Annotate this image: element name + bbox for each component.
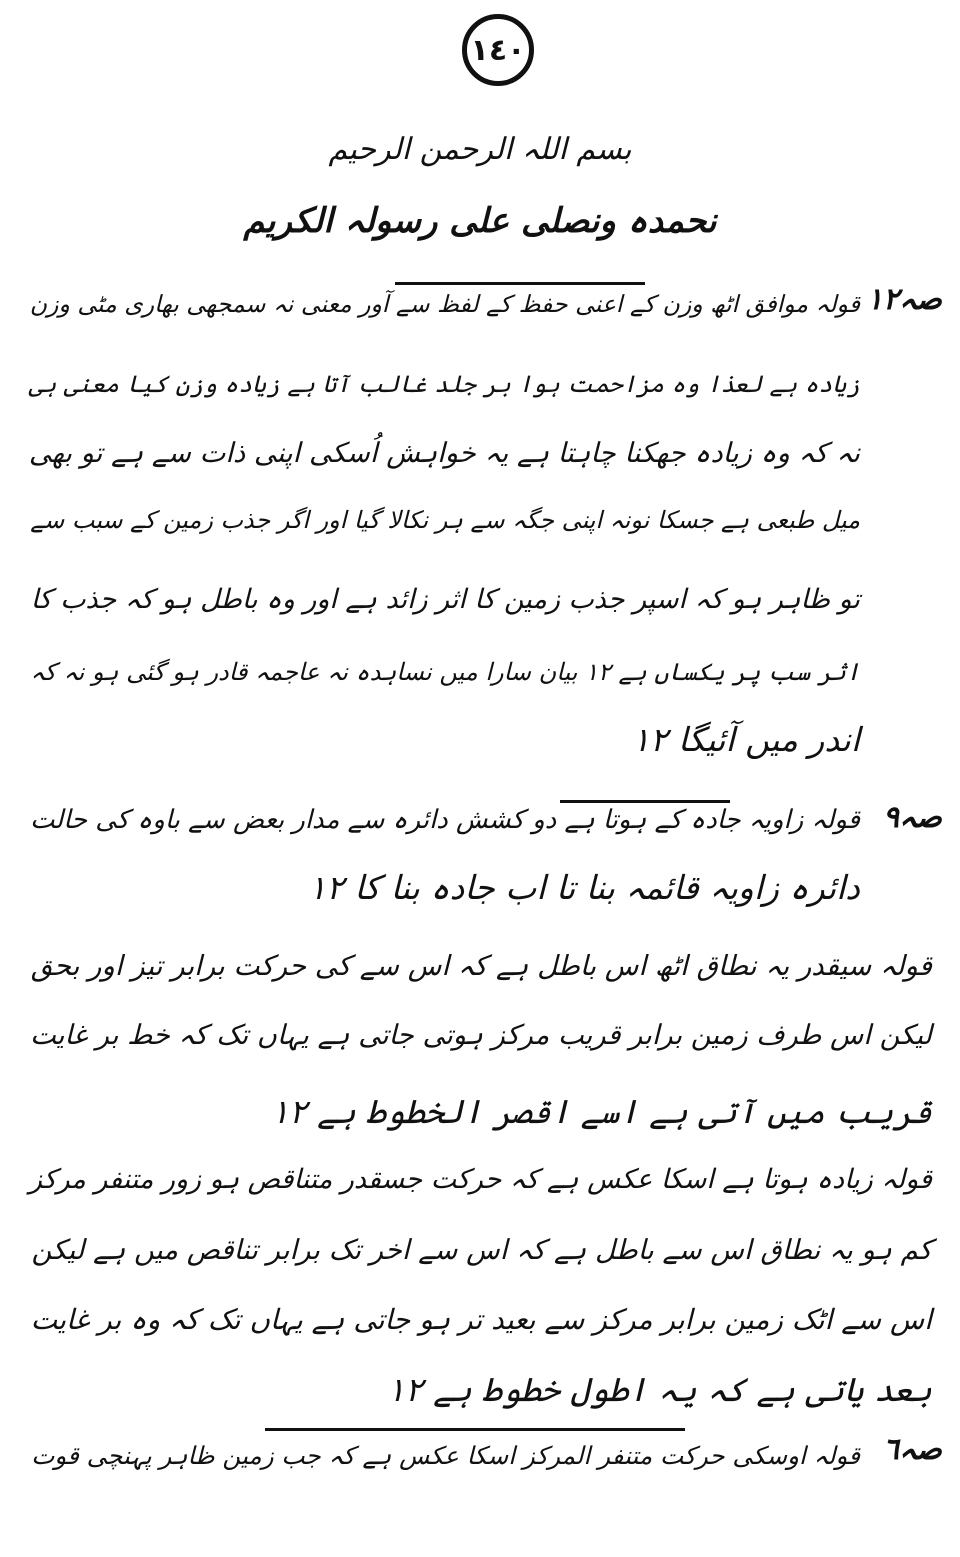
underline-3 bbox=[265, 1428, 685, 1431]
text-line-11: لیکن اس طرف زمین برابر قریب مرکز ہوتی جاتی ہے یہاں تک کہ خط بر غایت bbox=[30, 1020, 932, 1051]
text-line-9: دائرہ زاویہ قائمہ بنا تا اب جادہ بنا کا ١٢ bbox=[308, 868, 860, 907]
text-line-14: کم ہو یہ نطاق اس سے باطل ہے کہ اس سے اخر تک برابر تناقص میں ہے لیکن bbox=[31, 1234, 932, 1266]
margin-marker-2: صہ٩ bbox=[882, 800, 942, 835]
text-line-4: میل طبعی ہے جسکا نونہ اپنی جگہ سے ہر نکالا گیا اور اگر جذب زمین کے سبب سے bbox=[30, 506, 860, 534]
text-line-15: اس سے اٹک زمین برابر مرکز سے بعید تر ہو جاتی ہے یہاں تک کہ وہ بر غایت bbox=[30, 1303, 932, 1336]
text-line-5: تو ظاہر ہو کہ اسپر جذب زمین کا اثر زائد ہے اور وہ باطل ہو کہ جذب کا bbox=[30, 584, 860, 615]
salutation-heading: نحمدہ ونصلی علی رسولہ الکریم bbox=[243, 201, 717, 241]
text-line-2: زیادہ ہے لعذا وہ مزاحمت ہوا بر جلد غالب آتا ہے زیادہ وزن کیا معنی ہی bbox=[28, 370, 860, 398]
text-line-17: قولہ اوسکی حرکت متنفر المرکز اسکا عکس ہے کہ جب زمین ظاہر پہنچی قوت bbox=[31, 1441, 860, 1470]
underline-2 bbox=[560, 800, 730, 803]
text-line-3: نہ کہ وہ زیادہ جھکنا چاہتا ہے یہ خواہش اُسکی اپنی ذات سے ہے تو بھی bbox=[28, 438, 860, 469]
text-line-1: قولہ موافق اٹھ وزن کے اعنی حفظ کے لفظ سے آور معنی نہ سمجھی بھاری مٹی وزن bbox=[29, 290, 860, 318]
bismillah-heading: بسم اللہ الرحمن الرحیم bbox=[328, 132, 632, 167]
margin-marker-3: صہ٦ bbox=[882, 1432, 942, 1467]
text-line-6: اثر سب پر یکساں ہے ١٢ بیان سارا میں نساہدہ نہ عاجمہ قادر ہو گئی ہو نہ کہ bbox=[30, 658, 860, 686]
text-line-12: قریب میں آتی ہے اسے اقصر الخطوط ہے ١٢ bbox=[271, 1092, 932, 1131]
text-line-10: قولہ سیقدر یہ نطاق اٹھ اس باطل ہے کہ اس سے کی حرکت برابر تیز اور بحق bbox=[30, 949, 932, 982]
page-number: ١٤٠ bbox=[462, 14, 534, 86]
text-line-8: قولہ زاویہ جادہ کے ہوتا ہے دو کشش دائرہ سے مدار بعض سے باوہ کی حالت bbox=[30, 805, 860, 835]
underline-1 bbox=[395, 282, 645, 285]
text-line-7: اندر میں آئیگا ١٢ bbox=[632, 720, 860, 759]
margin-marker-1: صہ١٢ bbox=[866, 282, 942, 317]
text-line-16: بعد یاتی ہے کہ یہ اطول خطوط ہے ١٢ bbox=[387, 1370, 932, 1409]
text-line-13: قولہ زیادہ ہوتا ہے اسکا عکس ہے کہ حرکت جسقدر متناقص ہو زور متنفر مرکز bbox=[28, 1164, 932, 1195]
